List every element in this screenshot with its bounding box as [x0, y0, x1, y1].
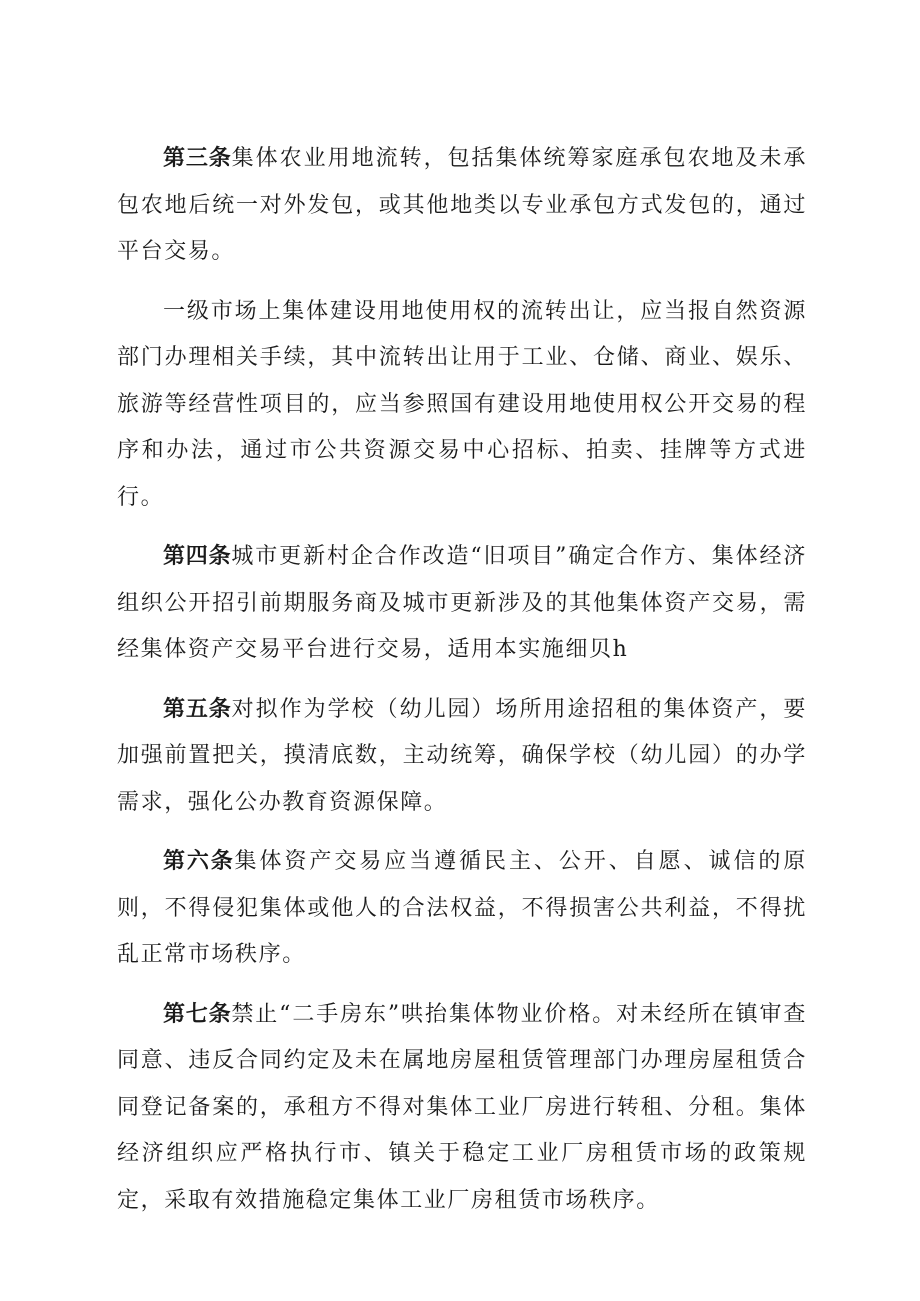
article-text: 禁止“二手房东”哄抬集体物业价格。对未经所在镇审查同意、违反合同约定及未在属地房屋租赁管理部门办理房屋租赁合同登记备案的，承租方不得对集体工业厂房进行转租、分租。集体经济组织应严格执行市、镇关于稳定工业厂房租赁市场的政策规定，采取有效措施稳定集体工业厂房租赁市场秩序。 — [117, 1001, 807, 1213]
article-text: 集体农业用地流转，包括集体统筹家庭承包农地及未承包农地后统一对外发包，或其他地类以专业承包方式发包的，通过平台交易。 — [117, 146, 807, 264]
article-heading: 第七条 — [163, 1001, 232, 1027]
article-heading: 第三条 — [163, 146, 232, 171]
article-6-paragraph — [117, 839, 807, 979]
article-3-subparagraph — [117, 289, 807, 522]
article-heading: 第四条 — [163, 544, 232, 569]
document-body — [117, 136, 807, 1237]
article-heading: 第五条 — [163, 696, 232, 722]
article-text: 对拟作为学校（幼儿园）场所用途招租的集体资产，要加强前置把关，摸清底数，主动统筹，确保学校（幼儿园）的办学需求，强化公办教育资源保障。 — [117, 696, 807, 815]
article-4-paragraph — [117, 534, 807, 674]
article-text: 一级市场上集体建设用地使用权的流转出让，应当报自然资源部门办理相关手续，其中流转出让用于工业、仓储、商业、娱乐、旅游等经营性项目的，应当参照国有建设用地使用权公开交易的程序和办法，通过市公共资源交易中心招标、拍卖、挂牌等方式进行。 — [117, 298, 807, 510]
article-text: 集体资产交易应当遵循民主、公开、自愿、诚信的原则，不得侵犯集体或他人的合法权益，不得损害公共利益，不得扰乱正常市场秩序。 — [117, 849, 807, 967]
article-3-paragraph — [117, 136, 807, 276]
article-7-paragraph — [117, 992, 807, 1225]
article-5-paragraph — [117, 687, 807, 827]
article-heading: 第六条 — [163, 849, 235, 874]
article-text: 城市更新村企合作改造“旧项目”确定合作方、集体经济组织公开招引前期服务商及城市更新涉及的其他集体资产交易，需经集体资产交易平台进行交易，适用本实施细贝h — [117, 544, 807, 662]
